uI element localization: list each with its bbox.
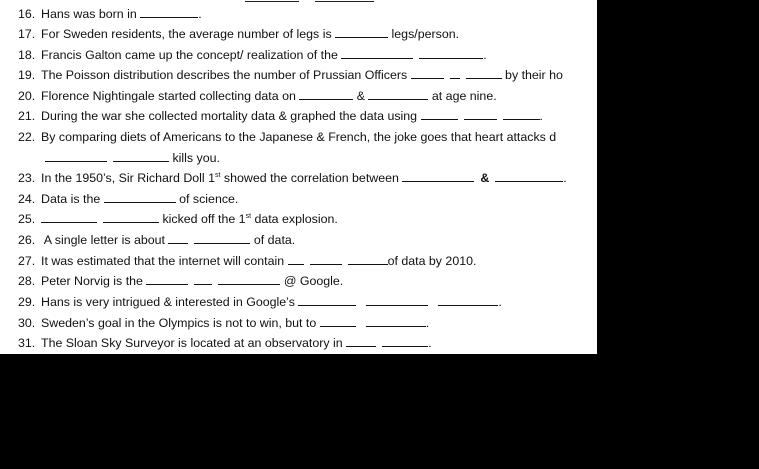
question-number: 16.: [18, 7, 36, 21]
question-28: [18, 273, 343, 289]
question-text: @ Google.: [280, 274, 344, 288]
question-number: 31.: [18, 336, 36, 350]
question-text: kicked off the 1: [159, 212, 246, 226]
answer-blank[interactable]: [146, 273, 188, 285]
question-text: Hans is very intrigued & interested in Google’s: [41, 295, 299, 309]
answer-blank[interactable]: [288, 253, 304, 265]
answer-blank[interactable]: [45, 150, 107, 162]
question-27: [18, 253, 476, 269]
question-text: Sweden’s goal in the Olympics is not to win, but to: [41, 316, 320, 330]
question-number: 28.: [18, 274, 36, 288]
question-number: 17.: [18, 27, 36, 41]
answer-blank[interactable]: [466, 67, 502, 79]
question-number: 22.: [18, 130, 36, 144]
question-text: .: [425, 316, 430, 330]
question-text: at age nine.: [428, 89, 497, 103]
question-number: 23.: [18, 171, 36, 185]
question-text: .: [483, 48, 487, 62]
answer-blank[interactable]: [411, 67, 444, 79]
question-text: .: [563, 171, 567, 185]
answer-blank[interactable]: [346, 335, 376, 347]
question-number: 24.: [18, 192, 36, 206]
answer-blank[interactable]: [366, 294, 428, 306]
answer-blank[interactable]: [450, 67, 460, 79]
answer-blank[interactable]: [464, 108, 497, 120]
question-text: The Sloan Sky Surveyor is located at an observatory in: [41, 336, 347, 350]
question-number: 21.: [18, 109, 36, 123]
question-text: &: [353, 89, 369, 103]
question-text: of science.: [175, 192, 239, 206]
answer-blank[interactable]: [335, 26, 388, 38]
question-number: 26.: [18, 233, 36, 247]
answer-blank[interactable]: [103, 211, 159, 223]
question-text: .: [428, 336, 432, 350]
question-text: by their ho: [501, 68, 563, 82]
answer-blank[interactable]: [382, 335, 428, 347]
question-text: kills you.: [169, 151, 220, 165]
question-text: Florence Nightingale started collecting data on: [41, 89, 300, 103]
question-23: [18, 170, 567, 186]
answer-blank[interactable]: [194, 232, 250, 244]
answer-blank[interactable]: [320, 315, 356, 327]
question-text: In the 1950’s, Sir Richard Doll 1: [41, 171, 216, 185]
question-number: 30.: [18, 316, 36, 330]
answer-blank[interactable]: [421, 108, 458, 120]
question-text: A single letter is about: [41, 233, 169, 247]
question-text: of data by 2010.: [387, 254, 477, 268]
question-text: The Poisson distribution describes the number of Prussian Officers: [41, 68, 411, 82]
question-text: of data.: [250, 233, 296, 247]
answer-blank[interactable]: [299, 88, 353, 100]
question-text: .: [498, 295, 502, 309]
answer-blank[interactable]: [348, 253, 388, 265]
question-number: 25.: [18, 212, 36, 226]
previous-line-blanks: [0, 0, 597, 2]
question-text: It was estimated that the internet will contain: [41, 254, 288, 268]
question-31: [18, 335, 432, 351]
blank: [245, 0, 299, 2]
answer-blank[interactable]: [495, 170, 563, 182]
superscript: st: [215, 172, 221, 179]
question-18: [18, 47, 487, 63]
question-24: [18, 191, 238, 207]
answer-blank[interactable]: [419, 47, 483, 59]
question-text: Francis Galton came up the concept/ realization of the: [41, 48, 342, 62]
answer-blank[interactable]: [503, 108, 540, 120]
question-17: [18, 26, 459, 42]
question-20: [18, 88, 497, 104]
question-25: [18, 211, 338, 227]
question-text: By comparing diets of Americans to the Japanese & French, the joke goes that heart attacks d: [41, 130, 557, 144]
question-text: .: [539, 109, 543, 123]
question-text: legs/person.: [388, 27, 460, 41]
answer-blank[interactable]: [41, 211, 97, 223]
answer-blank[interactable]: [438, 294, 498, 306]
question-22-continuation: [45, 150, 220, 166]
question-text: During the war she collected mortality data & graphed the data using: [41, 109, 421, 123]
question-number: 29.: [18, 295, 36, 309]
answer-blank[interactable]: [366, 315, 426, 327]
answer-blank[interactable]: [140, 6, 198, 18]
superscript: st: [245, 213, 252, 220]
question-22: [18, 129, 556, 145]
question-19: [18, 67, 563, 83]
answer-blank[interactable]: [113, 150, 169, 162]
answer-blank[interactable]: [310, 253, 342, 265]
ampersand: &: [480, 171, 490, 185]
question-text: For Sweden residents, the average number of legs is: [41, 27, 336, 41]
answer-blank[interactable]: [104, 191, 176, 203]
question-text: Hans was born in: [41, 7, 141, 21]
question-text: data explosion.: [251, 212, 338, 226]
question-29: [18, 294, 502, 310]
question-number: 19.: [18, 68, 36, 82]
answer-blank[interactable]: [368, 88, 428, 100]
answer-blank[interactable]: [218, 273, 280, 285]
question-number: 20.: [18, 89, 36, 103]
answer-blank[interactable]: [194, 273, 212, 285]
answer-blank[interactable]: [341, 47, 413, 59]
answer-blank[interactable]: [402, 170, 474, 182]
answer-blank[interactable]: [168, 232, 188, 244]
question-text: showed the correlation between: [220, 171, 403, 185]
blank: [315, 0, 374, 2]
question-21: [18, 108, 543, 124]
question-26: [18, 232, 295, 248]
answer-blank[interactable]: [298, 294, 356, 306]
question-30: [18, 315, 429, 331]
question-text: Peter Norvig is the: [41, 274, 147, 288]
question-number: 27.: [18, 254, 36, 268]
question-number: 18.: [18, 48, 36, 62]
question-text: .: [198, 7, 202, 21]
question-16: [18, 6, 202, 22]
question-text: Data is the: [41, 192, 104, 206]
